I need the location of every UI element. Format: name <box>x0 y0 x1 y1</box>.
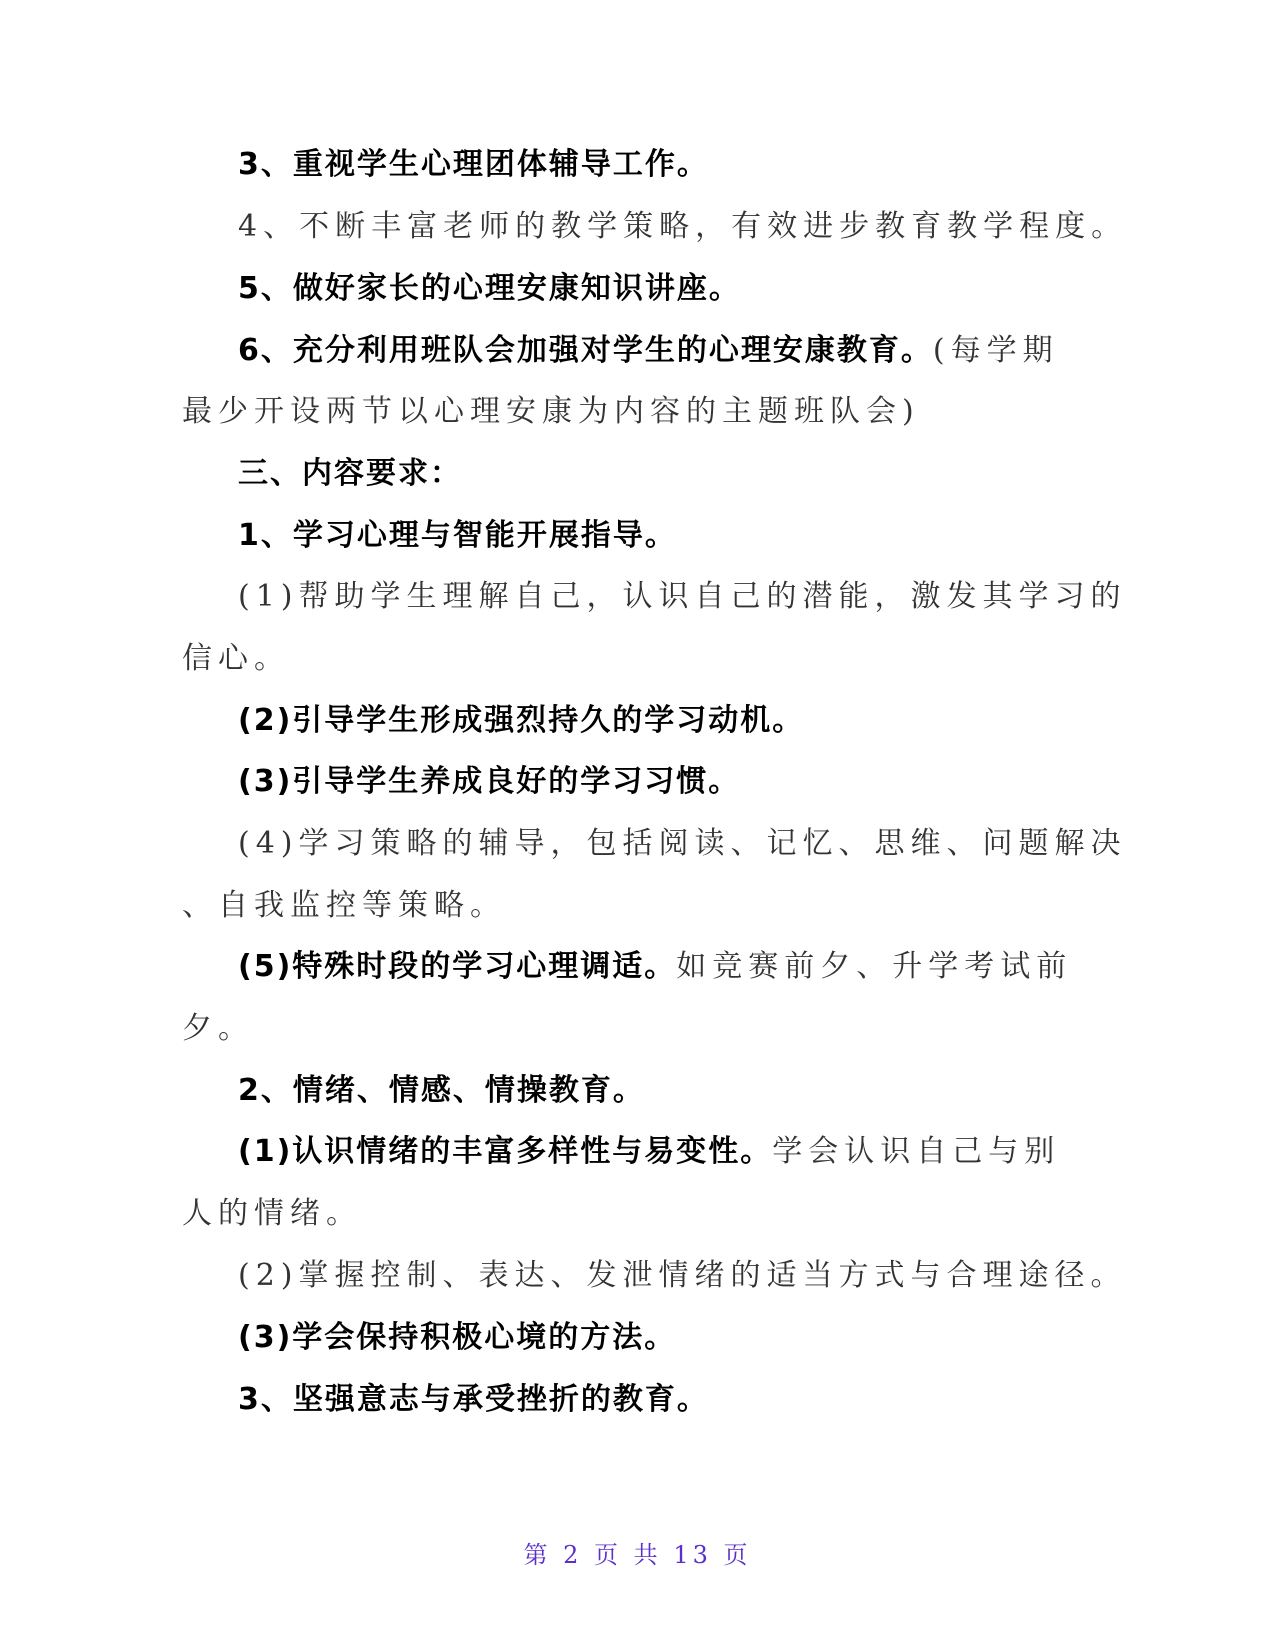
page-number-footer <box>0 1540 1275 1570</box>
text-line: 2、情绪、情感、情操教育。 <box>238 1073 645 1108</box>
footer-total-pages: 13 <box>673 1541 712 1569</box>
text-line <box>238 331 1059 371</box>
footer-suffix: 页 <box>723 1541 752 1569</box>
text-line: 人的情绪。 <box>182 1196 362 1231</box>
text-line: (3)学会保持积极心境的方法。 <box>238 1320 677 1355</box>
footer-current-page: 2 <box>563 1541 583 1569</box>
text-line: 4、不断丰富老师的教学策略，有效进步教育教学程度。 <box>238 209 1128 244</box>
text-bold-segment: 6、充分利用班队会加强对学生的心理安康教育。 <box>238 333 933 368</box>
text-line: 5、做好家长的心理安康知识讲座。 <box>238 271 741 306</box>
text-bold-segment: (5)特殊时段的学习心理调适。 <box>238 949 677 984</box>
text-line: 信心。 <box>182 641 290 676</box>
text-light-segment: 如竞赛前夕、升学考试前 <box>676 949 1073 984</box>
text-line: 夕。 <box>182 1011 254 1046</box>
footer-middle: 页 共 <box>594 1541 662 1569</box>
text-line: (3)引导学生养成良好的学习习惯。 <box>238 764 741 799</box>
text-line: (2)掌握控制、表达、发泄情绪的适当方式与合理途径。 <box>238 1258 1127 1293</box>
text-line: 1、学习心理与智能开展指导。 <box>238 518 677 553</box>
text-line: 最少开设两节以心理安康为内容的主题班队会) <box>182 394 920 429</box>
text-light-segment: (每学期 <box>932 333 1059 368</box>
text-light-segment: 学会认识自己与别 <box>772 1134 1061 1169</box>
text-bold-segment: (1)认识情绪的丰富多样性与易变性。 <box>238 1134 773 1169</box>
text-line: 3、坚强意志与承受挫折的教育。 <box>238 1382 709 1417</box>
text-line <box>238 947 1072 987</box>
text-line <box>238 1132 1060 1172</box>
text-line: 3、重视学生心理团体辅导工作。 <box>238 147 709 182</box>
section-heading: 三、内容要求： <box>238 456 462 491</box>
text-line: (1)帮助学生理解自己，认识自己的潜能，激发其学习的 <box>238 579 1127 614</box>
text-line: (2)引导学生形成强烈持久的学习动机。 <box>238 703 805 738</box>
text-line: (4)学习策略的辅导，包括阅读、记忆、思维、问题解决 <box>238 826 1127 861</box>
text-line: 、自我监控等策略。 <box>182 888 506 923</box>
footer-prefix: 第 <box>523 1541 552 1569</box>
